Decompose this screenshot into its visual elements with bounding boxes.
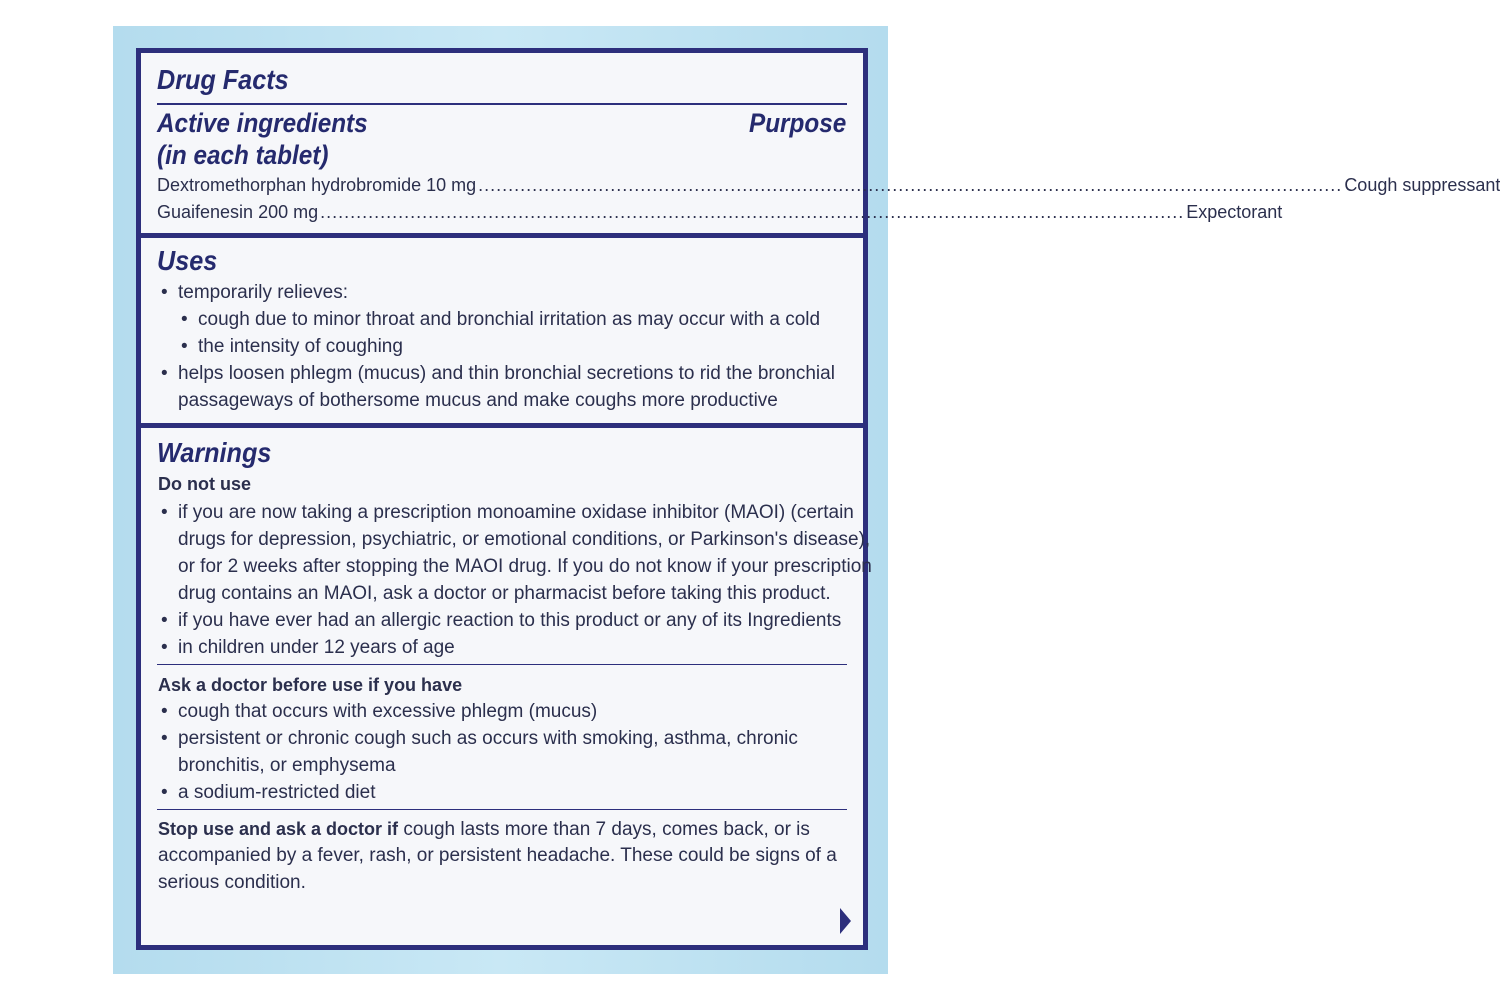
uses-line: cough due to minor throat and bronchial irritation as may occur with a cold [198,309,821,330]
bullet-icon: • [181,309,188,330]
subsection-rule [157,809,847,810]
uses-heading: Uses [157,245,218,276]
bullet-icon: • [161,728,168,749]
ask-doctor-line: bronchitis, or emphysema [178,755,396,776]
active-ingredients-heading: Active ingredients [157,108,368,138]
in-each-tablet-heading: (in each tablet) [157,140,329,170]
ask-doctor-line: a sodium-restricted diet [178,782,376,803]
bullet-icon: • [161,363,168,384]
section-divider [136,233,868,238]
stop-use-line: serious condition. [158,872,306,893]
warnings-heading: Warnings [157,437,272,468]
subsection-rule [157,664,847,665]
uses-line: passageways of bothersome mucus and make coughs more productive [178,390,778,411]
bullet-icon: • [161,610,168,631]
dot-leader: ................................................................................................................................................ [320,202,1185,222]
bullet-icon: • [181,336,188,357]
uses-line: helps loosen phlegm (mucus) and thin bronchial secretions to rid the bronchial [178,363,835,384]
ingredient-purpose: Cough suppressant [1344,175,1500,195]
bullet-icon: • [161,637,168,658]
bullet-icon: • [161,782,168,803]
bullet-icon: • [161,701,168,722]
ask-doctor-line: persistent or chronic cough such as occurs with smoking, asthma, chronic [178,728,798,749]
section-divider [136,423,868,428]
ingredient-row [157,201,1283,223]
warning-line: or for 2 weeks after stopping the MAOI drug. If you do not know if your prescription [178,556,872,577]
continue-arrow-icon [840,908,851,934]
ingredient-name: Dextromethorphan hydrobromide 10 mg [157,175,477,195]
stop-use-line: accompanied by a fever, rash, or persistent headache. These could be signs of a [158,845,837,866]
bullet-icon: • [161,282,168,303]
ask-doctor-heading: Ask a doctor before use if you have [158,675,463,695]
bullet-icon: • [161,502,168,523]
ask-doctor-line: cough that occurs with excessive phlegm (mucus) [178,701,598,722]
ingredient-row [157,174,1500,196]
ingredient-purpose: Expectorant [1186,202,1283,222]
ingredient-name: Guaifenesin 200 mg [157,202,319,222]
stop-use-text: cough lasts more than 7 days, comes back, or is [398,819,810,840]
purpose-heading: Purpose [749,108,847,138]
uses-line: temporarily relieves: [178,282,348,303]
stop-use-heading: Stop use and ask a doctor if [158,819,399,839]
warning-line: if you are now taking a prescription monoamine oxidase inhibitor (MAOI) (certain [178,502,854,523]
warning-line: drug contains an MAOI, ask a doctor or pharmacist before taking this product. [178,583,831,604]
dot-leader: ................................................................................................................................................ [478,175,1343,195]
do-not-use-heading: Do not use [158,474,251,494]
title-rule [157,103,847,105]
warning-line: drugs for depression, psychiatric, or emotional conditions, or Parkinson's disease), [178,529,871,550]
warning-line: in children under 12 years of age [178,637,455,658]
uses-line: the intensity of coughing [198,336,403,357]
drug-facts-title: Drug Facts [157,64,289,95]
warning-line: if you have ever had an allergic reaction to this product or any of its Ingredients [178,610,842,631]
stop-use-line [158,818,810,841]
